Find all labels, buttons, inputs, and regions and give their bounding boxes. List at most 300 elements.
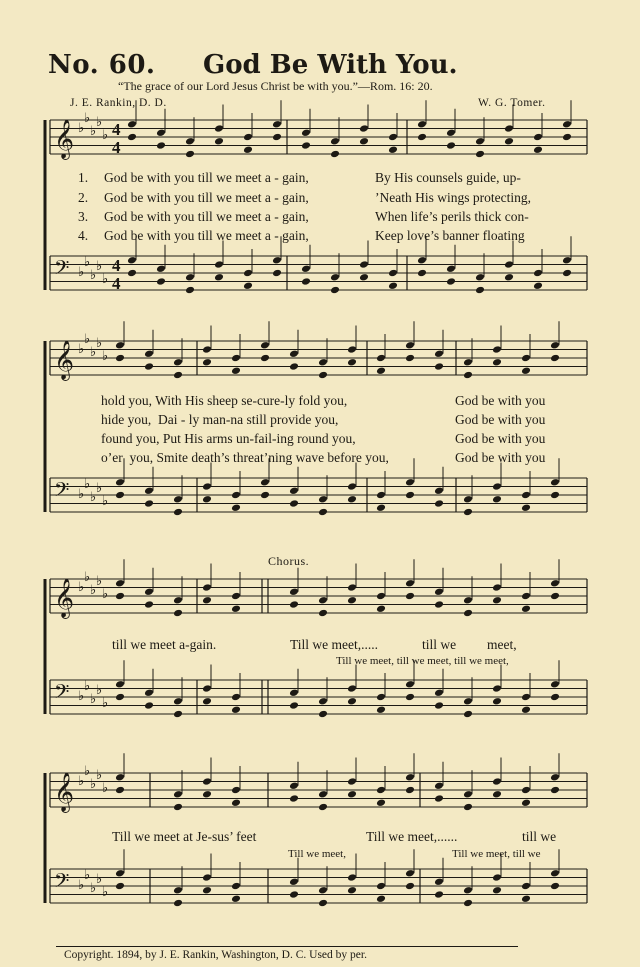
note-head [347,873,357,882]
note-head [185,150,195,159]
note-head [289,499,299,508]
note-head [434,499,444,508]
note-head [330,286,340,295]
note-head [521,354,531,363]
note-head [115,491,125,500]
note-head [202,482,212,491]
flat-sign: ♭ [78,121,85,136]
flat-sign: ♭ [90,268,97,283]
flat-sign: ♭ [84,332,91,347]
treble-clef: 𝄞 [54,119,75,159]
note-head [202,790,212,799]
note-head [318,710,328,719]
note-head [388,145,398,154]
flat-sign: ♭ [78,689,85,704]
note-head [359,124,369,133]
note-head [521,366,531,375]
time-signature-top: 4 [112,256,121,275]
note-head [434,794,444,803]
note-head [521,786,531,795]
note-head [492,886,502,895]
note-head [550,341,560,350]
note-head [301,277,311,286]
note-head [550,869,560,878]
note-head [318,495,328,504]
flat-sign: ♭ [90,124,97,139]
note-head [475,137,485,146]
flat-sign: ♭ [84,764,91,779]
flat-sign: ♭ [102,696,109,711]
note-head [463,508,473,517]
note-head [376,592,386,601]
flat-sign: ♭ [96,336,103,351]
verse-1-line-c: hold you, With His sheep se-cure-ly fold you, [101,393,348,408]
note-head [330,137,340,146]
note-head [550,579,560,588]
note-head [260,491,270,500]
note-head [173,886,183,895]
note-head [463,596,473,605]
note-head [504,137,514,146]
note-head [463,886,473,895]
note-head [156,264,166,273]
copyright-notice: Copyright. 1894, by J. E. Rankin, Washington, D. C. Used by per. [64,949,367,961]
hymn-number: No. 60. [48,50,156,80]
note-head [405,478,415,487]
verse-1-number: 1. [78,170,89,185]
note-head [550,491,560,500]
note-head [173,697,183,706]
flat-sign: ♭ [96,481,103,496]
note-head [156,141,166,150]
flat-sign: ♭ [78,342,85,357]
note-head [562,120,572,129]
note-head [550,773,560,782]
note-head [115,786,125,795]
note-head [173,508,183,517]
note-head [202,777,212,786]
verse-2-number: 2. [78,190,89,205]
note-head [115,680,125,689]
note-head [330,150,340,159]
note-head [231,366,241,375]
note-head [376,693,386,702]
note-head [550,680,560,689]
note-head [376,786,386,795]
note-head [202,345,212,354]
note-head [127,120,137,129]
note-head [115,478,125,487]
bass-clef: 𝄢 [54,869,70,897]
verse-4-line-c: o’er you, Smite death’s threat’ning wave before you, [101,450,389,465]
note-head [463,899,473,908]
note-head [289,877,299,886]
note-head [202,583,212,592]
note-head [231,786,241,795]
flat-sign: ♭ [90,583,97,598]
note-head [376,798,386,807]
note-head [376,894,386,903]
note-head [243,145,253,154]
flat-sign: ♭ [96,768,103,783]
note-head [318,899,328,908]
note-head [144,587,154,596]
note-head [301,128,311,137]
flat-sign: ♭ [84,679,91,694]
note-head [318,508,328,517]
note-head [260,341,270,350]
note-head [492,777,502,786]
note-head [243,133,253,142]
note-head [550,693,560,702]
chorus-line-4a: Till we meet at Je-sus’ feet [112,829,257,844]
note-head [446,128,456,137]
note-head [156,128,166,137]
note-head [405,680,415,689]
note-head [289,362,299,371]
flat-sign: ♭ [90,777,97,792]
note-head [272,120,282,129]
note-head [318,697,328,706]
treble-clef: 𝄞 [54,340,75,380]
note-head [347,358,357,367]
flat-sign: ♭ [96,872,103,887]
note-head [289,600,299,609]
flat-sign: ♭ [84,570,91,585]
flat-sign: ♭ [78,774,85,789]
bass-clef: 𝄢 [54,256,70,284]
note-head [359,273,369,282]
note-head [388,269,398,278]
flat-sign: ♭ [96,115,103,130]
bass-clef: 𝄢 [54,680,70,708]
note-head [289,701,299,710]
note-head [347,495,357,504]
flat-sign: ♭ [102,128,109,143]
note-head [231,894,241,903]
verse-1-line-a: God be with you till we meet a - gain, [104,170,309,185]
note-head [434,781,444,790]
note-head [521,882,531,891]
note-head [533,145,543,154]
note-head [434,362,444,371]
note-head [376,503,386,512]
note-head [144,499,154,508]
note-head [492,345,502,354]
note-head [231,491,241,500]
note-head [289,794,299,803]
note-head [521,503,531,512]
verse-4-line-a: God be with you till we meet a - gain, [104,228,309,243]
note-head [185,273,195,282]
note-head [214,260,224,269]
verse-3-line-c: found you, Put His arms un-fail-ing round you, [101,431,356,446]
note-head [434,349,444,358]
note-head [521,705,531,714]
note-head [417,133,427,142]
time-signature-bottom: 4 [112,274,121,293]
note-head [405,693,415,702]
note-head [405,592,415,601]
verse-4-number: 4. [78,228,89,243]
note-head [492,790,502,799]
note-head [173,495,183,504]
note-head [301,141,311,150]
note-head [173,803,183,812]
note-head [359,260,369,269]
note-head [144,362,154,371]
note-head [144,701,154,710]
note-head [144,688,154,697]
note-head [272,133,282,142]
note-head [434,877,444,886]
note-head [185,137,195,146]
note-head [260,354,270,363]
note-head [318,609,328,618]
note-head [533,269,543,278]
note-head [376,882,386,891]
note-head [463,358,473,367]
note-head [492,873,502,882]
note-head [318,596,328,605]
chorus-label: Chorus. [268,554,310,568]
note-head [405,491,415,500]
note-head [417,120,427,129]
note-head [243,269,253,278]
note-head [504,273,514,282]
note-head [405,869,415,878]
note-head [347,777,357,786]
note-head [243,281,253,290]
flat-sign: ♭ [102,885,109,900]
note-head [475,286,485,295]
note-head [231,592,241,601]
flat-sign: ♭ [78,265,85,280]
note-head [388,133,398,142]
note-head [202,596,212,605]
note-head [127,133,137,142]
note-head [463,495,473,504]
note-head [289,349,299,358]
note-head [504,260,514,269]
note-head [202,697,212,706]
note-head [463,371,473,380]
note-head [550,882,560,891]
note-head [231,693,241,702]
scripture-epigraph: “The grace of our Lord Jesus Christ be with you.”—Rom. 16: 20. [118,79,433,93]
note-head [463,710,473,719]
note-head [127,269,137,278]
note-head [521,798,531,807]
note-head [318,803,328,812]
note-head [231,882,241,891]
note-head [260,478,270,487]
verse-2-line-d: God be with you [455,412,546,427]
chorus-line-3b: Till we meet,..... [290,637,379,652]
chorus-line-3a: till we meet a-gain. [112,637,217,652]
flat-sign: ♭ [84,255,91,270]
note-head [173,609,183,618]
note-head [405,882,415,891]
note-head [463,790,473,799]
note-head [492,358,502,367]
treble-clef: 𝄞 [54,772,75,812]
note-head [417,269,427,278]
chorus-line-3c: till we [422,637,457,652]
note-head [347,482,357,491]
chorus-line-3d: meet, [487,637,517,652]
flat-sign: ♭ [96,259,103,274]
note-head [562,133,572,142]
note-head [115,341,125,350]
note-head [127,256,137,265]
note-head [330,273,340,282]
flat-sign: ♭ [78,487,85,502]
flat-sign: ♭ [102,587,109,602]
chorus-bass-line-4b: Till we meet, till we [452,848,541,860]
note-head [521,491,531,500]
note-head [550,592,560,601]
note-head [231,705,241,714]
note-head [115,579,125,588]
note-head [492,495,502,504]
flat-sign: ♭ [78,878,85,893]
note-head [376,491,386,500]
note-head [289,781,299,790]
flat-sign: ♭ [84,111,91,126]
note-head [156,277,166,286]
note-head [214,124,224,133]
note-head [115,354,125,363]
note-head [318,358,328,367]
note-head [463,609,473,618]
note-head [289,890,299,899]
note-head [347,697,357,706]
note-head [376,366,386,375]
verse-3-line-a: God be with you till we meet a - gain, [104,209,309,224]
note-head [202,495,212,504]
flat-sign: ♭ [78,580,85,595]
note-head [173,358,183,367]
time-signature-bottom: 4 [112,138,121,157]
flat-sign: ♭ [102,349,109,364]
flat-sign: ♭ [90,490,97,505]
flat-sign: ♭ [102,272,109,287]
note-head [173,790,183,799]
note-head [492,596,502,605]
composer-credit: W. G. Tomer. [478,97,546,109]
note-head [521,693,531,702]
note-head [463,697,473,706]
note-head [434,890,444,899]
flat-sign: ♭ [90,345,97,360]
note-head [492,697,502,706]
note-head [202,358,212,367]
bass-clef: 𝄢 [54,478,70,506]
note-head [492,583,502,592]
note-head [405,354,415,363]
hymn-title: God Be With You. [203,50,458,80]
note-head [318,886,328,895]
note-head [405,579,415,588]
note-head [115,882,125,891]
note-head [115,869,125,878]
note-head [231,798,241,807]
note-head [202,873,212,882]
note-head [521,604,531,613]
verse-4-line-d: God be with you [455,450,546,465]
note-head [562,256,572,265]
note-head [231,354,241,363]
note-head [144,486,154,495]
flat-sign: ♭ [90,881,97,896]
note-head [434,486,444,495]
note-head [550,354,560,363]
verse-3-line-b: When life’s perils thick con- [375,209,529,224]
note-head [446,277,456,286]
note-head [173,596,183,605]
verse-1-line-d: God be with you [455,393,546,408]
flat-sign: ♭ [102,781,109,796]
note-head [475,150,485,159]
time-signature-top: 4 [112,120,121,139]
note-head [446,264,456,273]
note-head [272,269,282,278]
flat-sign: ♭ [102,494,109,509]
note-head [214,273,224,282]
note-head [347,596,357,605]
flat-sign: ♭ [90,692,97,707]
note-head [347,583,357,592]
note-head [231,604,241,613]
note-head [417,256,427,265]
flat-sign: ♭ [84,477,91,492]
note-head [533,133,543,142]
footer-rule [56,946,518,947]
note-head [347,684,357,693]
note-head [475,273,485,282]
note-head [533,281,543,290]
chorus-bass-line-4a: Till we meet, [288,848,346,860]
note-head [405,341,415,350]
note-head [301,264,311,273]
note-head [521,894,531,903]
note-head [376,354,386,363]
note-head [376,604,386,613]
note-head [405,773,415,782]
note-head [434,688,444,697]
note-head [347,790,357,799]
verse-1-line-b: By His counsels guide, up- [375,170,521,185]
verse-3-line-d: God be with you [455,431,546,446]
note-head [173,899,183,908]
note-head [562,269,572,278]
note-head [318,371,328,380]
verse-3-number: 3. [78,209,89,224]
note-head [550,786,560,795]
note-head [144,349,154,358]
note-head [376,705,386,714]
note-head [434,587,444,596]
treble-clef: 𝄞 [54,578,75,618]
note-head [173,710,183,719]
note-head [115,693,125,702]
note-head [434,600,444,609]
author-credit: J. E. Rankin, D. D. [70,97,167,109]
note-head [405,786,415,795]
chorus-bass-line-3: Till we meet, till we meet, till we meet, [336,655,509,667]
note-head [347,886,357,895]
